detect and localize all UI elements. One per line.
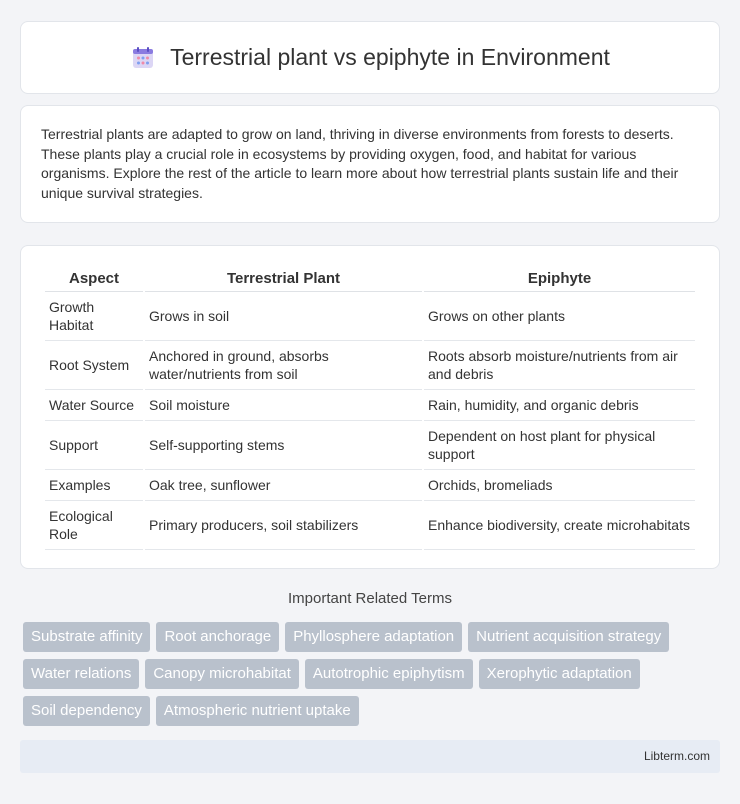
related-terms-list (23, 622, 723, 726)
footer (20, 740, 720, 773)
related-terms-title: Important Related Terms (288, 590, 452, 607)
related-term-tag[interactable]: Root anchorage (156, 622, 279, 652)
table-row (45, 390, 695, 421)
related-term-tag[interactable]: Substrate affinity (23, 622, 150, 652)
title-card (20, 21, 720, 94)
table-row (45, 292, 695, 341)
header-aspect: Aspect (45, 266, 143, 292)
related-term-tag[interactable]: Water relations (23, 659, 139, 689)
header-terrestrial: Terrestrial Plant (145, 266, 422, 292)
related-term-tag[interactable]: Nutrient acquisition strategy (468, 622, 669, 652)
cell-epiphyte: Roots absorb moisture/nutrients from air and debris (424, 341, 695, 390)
related-term-tag[interactable]: Atmospheric nutrient uptake (156, 696, 359, 726)
page-title: Terrestrial plant vs epiphyte in Environment (170, 44, 610, 70)
cell-terrestrial: Primary producers, soil stabilizers (145, 501, 422, 550)
related-term-tag[interactable]: Xerophytic adaptation (479, 659, 640, 689)
comparison-table (43, 266, 697, 550)
table-row (45, 501, 695, 550)
related-term-tag[interactable]: Soil dependency (23, 696, 150, 726)
cell-aspect: Water Source (45, 390, 143, 421)
cell-epiphyte: Dependent on host plant for physical support (424, 421, 695, 470)
intro-text: Terrestrial plants are adapted to grow on land, thriving in diverse environments from forests to deserts. These plants play a crucial role in ecosystems by providing oxygen, food, and habitat for various organisms. Explore the rest of the article to learn more about how terrestrial plants sustain life and their unique survival strategies. (41, 126, 679, 201)
footer-brand-link[interactable]: Libterm.com (643, 749, 710, 763)
table-row (45, 421, 695, 470)
cell-aspect: Growth Habitat (45, 292, 143, 341)
cell-terrestrial: Oak tree, sunflower (145, 470, 422, 501)
cell-aspect: Examples (45, 470, 143, 501)
table-row (45, 470, 695, 501)
cell-aspect: Root System (45, 341, 143, 390)
related-term-tag[interactable]: Phyllosphere adaptation (285, 622, 462, 652)
related-term-tag[interactable]: Autotrophic epiphytism (305, 659, 473, 689)
table-row (45, 341, 695, 390)
intro-card (20, 105, 720, 223)
cell-epiphyte: Grows on other plants (424, 292, 695, 341)
header-epiphyte: Epiphyte (424, 266, 695, 292)
cell-terrestrial: Anchored in ground, absorbs water/nutrients from soil (145, 341, 422, 390)
cell-epiphyte: Enhance biodiversity, create microhabitats (424, 501, 695, 550)
calendar-grid-icon (130, 45, 156, 71)
related-term-tag[interactable]: Canopy microhabitat (145, 659, 299, 689)
cell-aspect: Ecological Role (45, 501, 143, 550)
cell-terrestrial: Self-supporting stems (145, 421, 422, 470)
cell-terrestrial: Soil moisture (145, 390, 422, 421)
cell-epiphyte: Orchids, bromeliads (424, 470, 695, 501)
comparison-table-card (20, 245, 720, 569)
cell-terrestrial: Grows in soil (145, 292, 422, 341)
cell-epiphyte: Rain, humidity, and organic debris (424, 390, 695, 421)
cell-aspect: Support (45, 421, 143, 470)
